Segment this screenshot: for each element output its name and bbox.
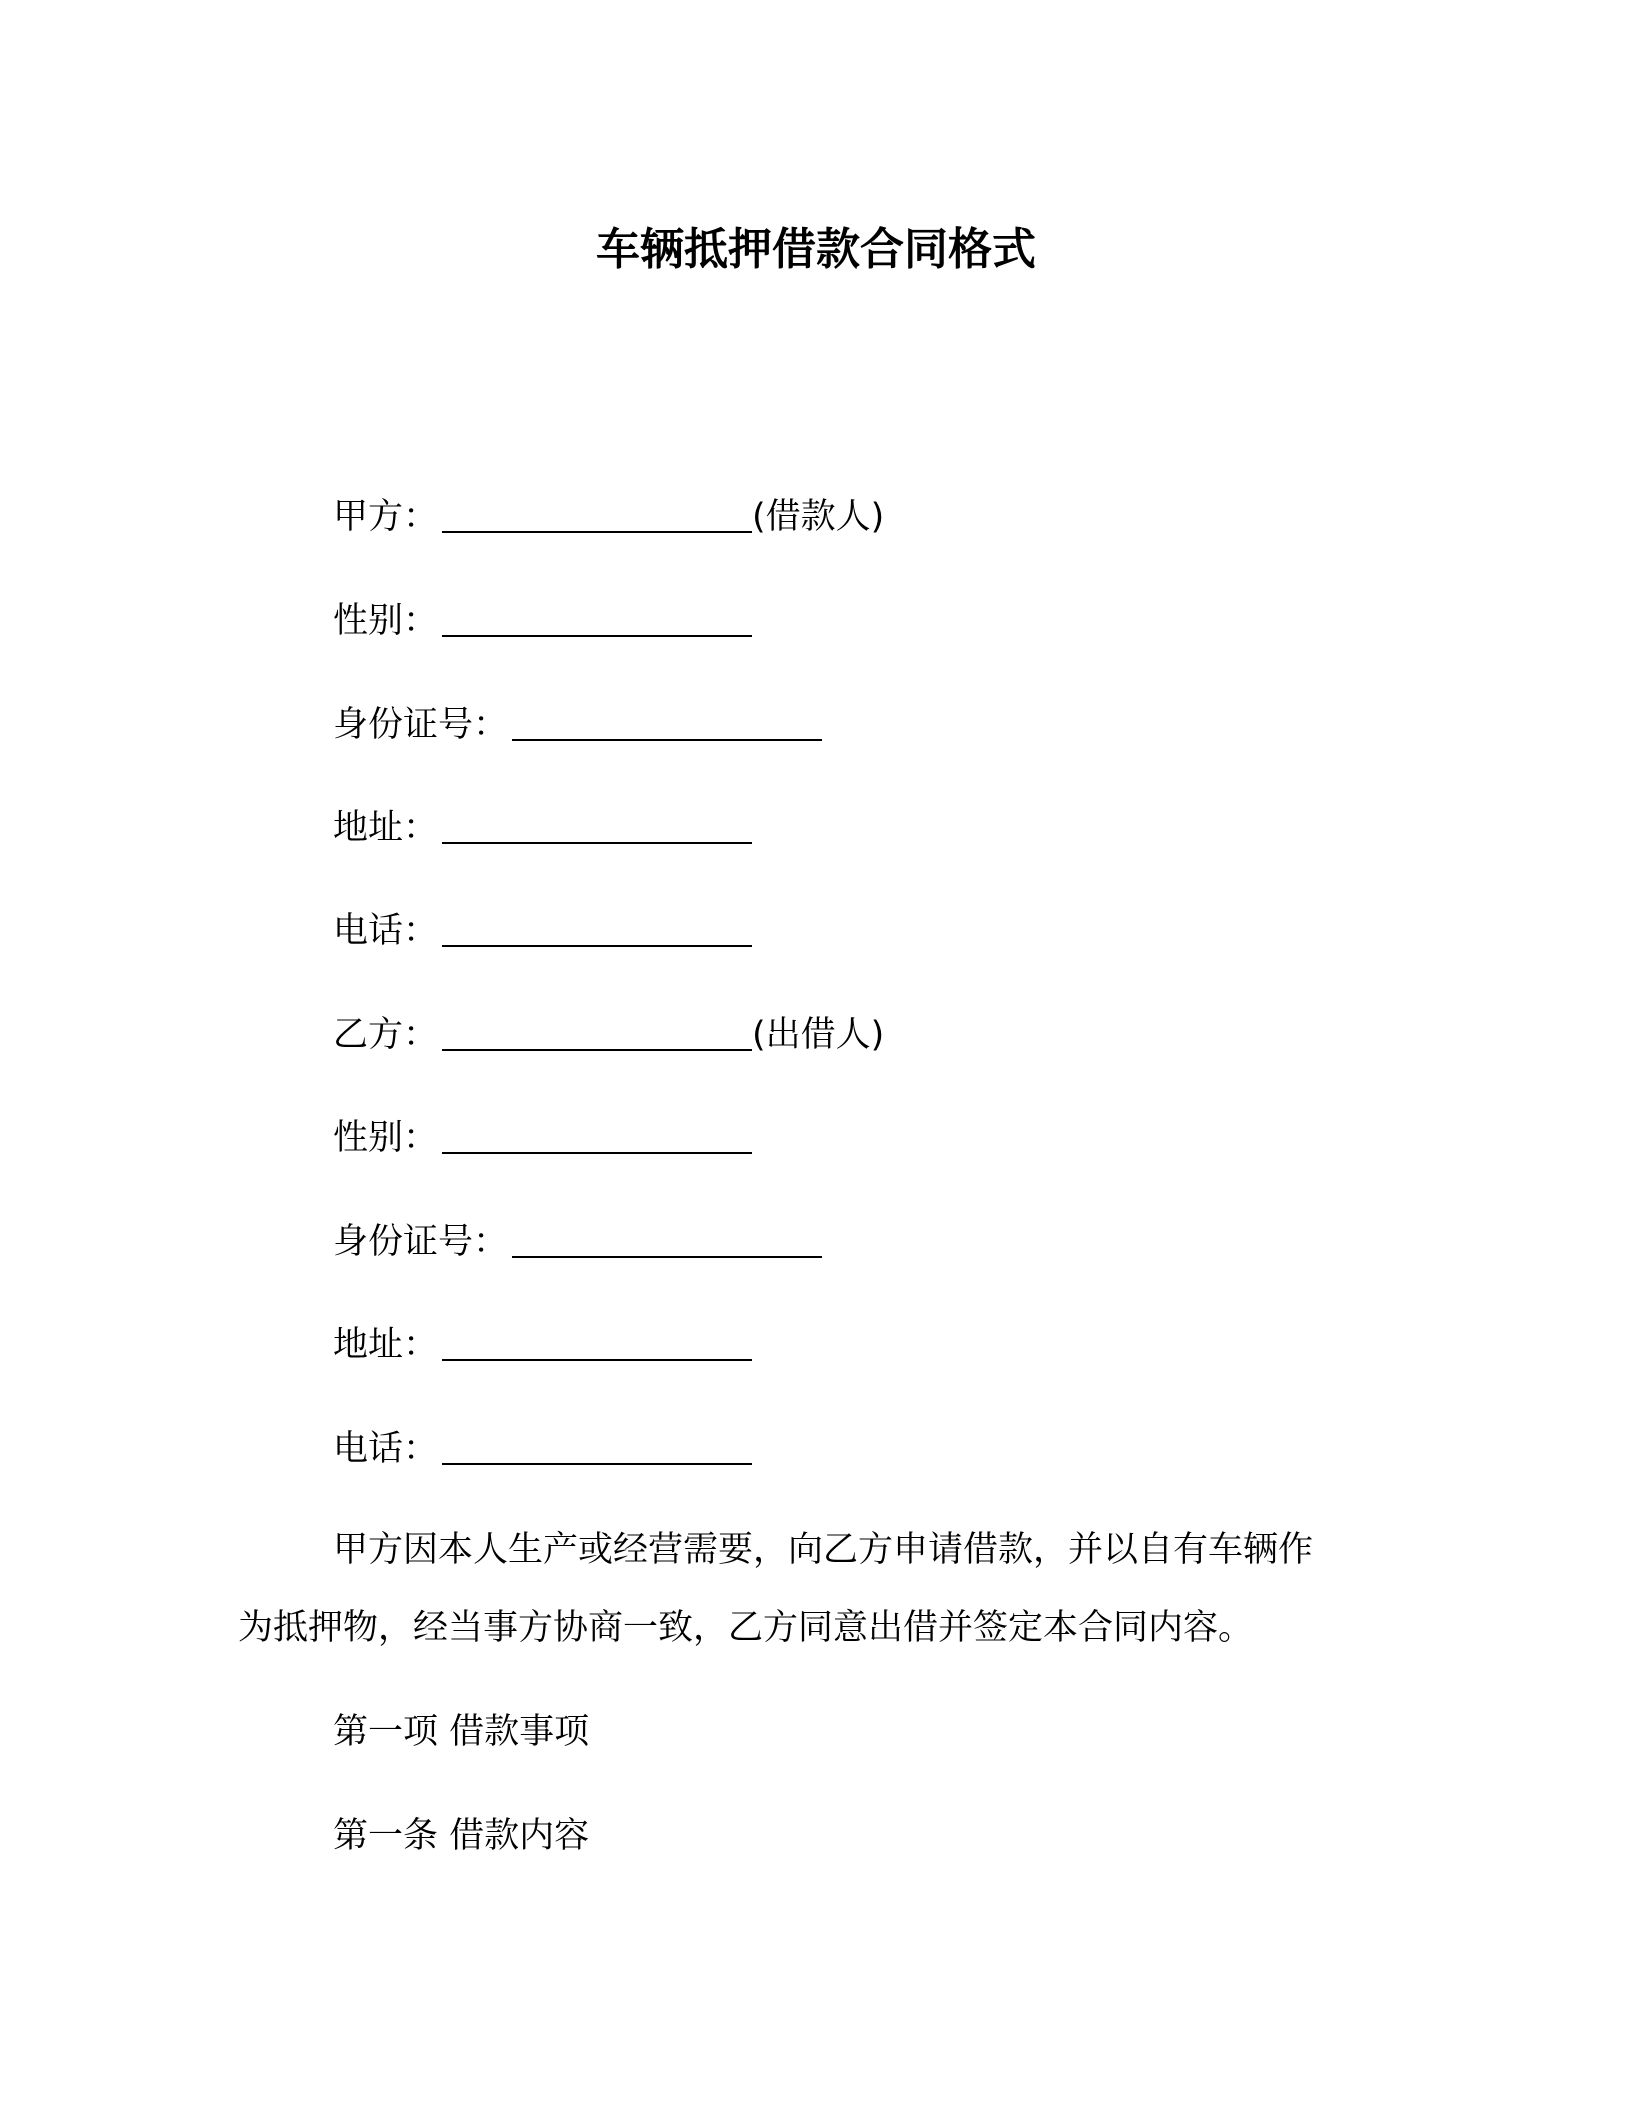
- article-heading: 第一条 借款内容: [333, 1816, 590, 1856]
- party-b-gender-label: 性别：: [333, 1118, 439, 1158]
- party-b-phone-label: 电话：: [333, 1429, 439, 1469]
- party-a-address-field: [333, 806, 752, 850]
- party-b-role: (出借人): [752, 1015, 885, 1055]
- document-title: 车辆抵押借款合同格式: [596, 224, 1036, 275]
- party-b-address-label: 地址：: [333, 1325, 439, 1365]
- party-a-phone-field: [333, 909, 752, 953]
- party-a-phone-blank[interactable]: [442, 903, 752, 947]
- party-a-role: (借款人): [752, 497, 885, 537]
- party-a-id-blank[interactable]: [512, 697, 822, 741]
- party-b-name-label: 乙方：: [333, 1015, 439, 1055]
- party-a-name-label: 甲方：: [333, 497, 439, 537]
- party-a-gender-blank[interactable]: [442, 593, 752, 637]
- party-b-phone-blank[interactable]: [442, 1421, 752, 1465]
- intro-line-1: 甲方因本人生产或经营需要，向乙方申请借款，并以自有车辆作: [333, 1530, 1314, 1570]
- party-a-name-field: [333, 495, 884, 539]
- party-b-address-field: [333, 1323, 752, 1367]
- party-b-address-blank[interactable]: [442, 1317, 752, 1361]
- intro-line-2: 为抵押物，经当事方协商一致，乙方同意出借并签定本合同内容。: [238, 1608, 1254, 1648]
- party-b-phone-field: [333, 1427, 752, 1471]
- party-a-id-field: [333, 703, 822, 747]
- party-a-phone-label: 电话：: [333, 911, 439, 951]
- party-a-gender-field: [333, 599, 752, 643]
- intro-paragraph: [238, 1511, 1378, 1667]
- party-b-name-field: [333, 1013, 884, 1057]
- party-a-address-blank[interactable]: [442, 800, 752, 844]
- party-a-gender-label: 性别：: [333, 601, 439, 641]
- section-heading: 第一项 借款事项: [333, 1712, 590, 1752]
- party-b-id-label: 身份证号：: [333, 1222, 509, 1262]
- party-b-gender-blank[interactable]: [442, 1110, 752, 1154]
- party-a-address-label: 地址：: [333, 808, 439, 848]
- party-b-gender-field: [333, 1116, 752, 1160]
- party-b-id-blank[interactable]: [512, 1214, 822, 1258]
- party-b-id-field: [333, 1220, 822, 1264]
- party-a-name-blank[interactable]: [442, 489, 752, 533]
- party-b-name-blank[interactable]: [442, 1007, 752, 1051]
- party-a-id-label: 身份证号：: [333, 705, 509, 745]
